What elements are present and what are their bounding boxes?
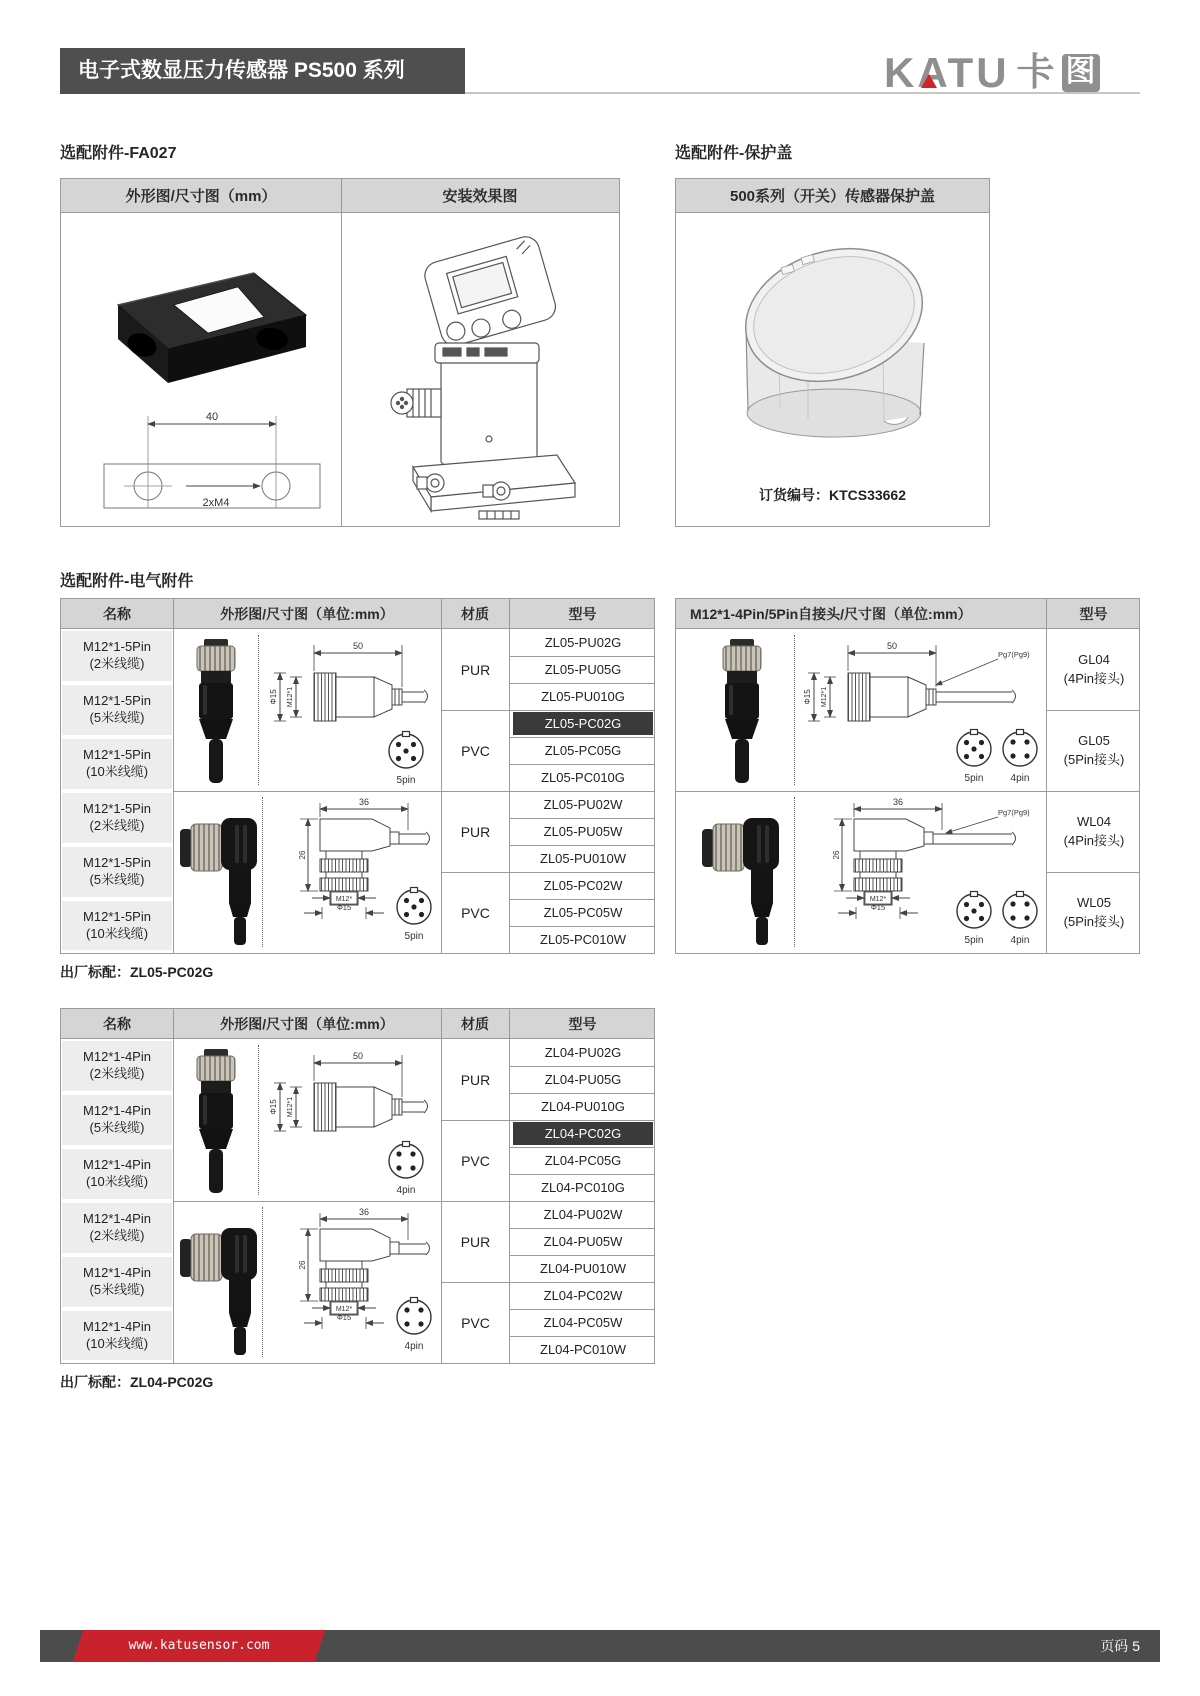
svg-text:Pg7(Pg9): Pg7(Pg9) [998, 808, 1030, 817]
svg-text:50: 50 [352, 1051, 364, 1061]
adapter-col-outline: M12*1-4Pin/5Pin自接头/尺寸图（单位:mm） [690, 605, 972, 622]
separator-dotted [262, 797, 263, 947]
name-cell: M12*1-4Pin (10米线缆) [62, 1147, 172, 1201]
connector-photo-straight [184, 635, 248, 785]
svg-text:Φ15: Φ15 [269, 689, 278, 705]
col-header-outline: 外形图/尺寸图（单位:mm） [220, 605, 394, 622]
svg-text:M12*1: M12*1 [287, 686, 294, 708]
separator-dotted [258, 635, 259, 785]
model-cell: ZL05-PC05W [543, 905, 623, 920]
svg-text:5pin: 5pin [404, 931, 424, 942]
material-cell: PVC [461, 742, 490, 759]
cover-order-code: 订货编号：KTCS33662 [758, 487, 907, 503]
svg-text:4pin: 4pin [1010, 935, 1030, 946]
separator-dotted [794, 797, 795, 947]
name-cell: M12*1-4Pin (10米线缆) [62, 1309, 172, 1362]
col-header-outline: 外形图/尺寸图（单位:mm） [220, 1015, 394, 1032]
section-title-cover: 选配附件-保护盖 [675, 145, 793, 162]
brand-latin: KATU [884, 49, 1010, 96]
material-cell: PUR [460, 1071, 491, 1088]
adapter-outline-angled [676, 791, 1046, 953]
separator-dotted [794, 635, 795, 785]
svg-text:Φ15: Φ15 [336, 903, 352, 912]
col-header-model: 型号 [568, 1015, 597, 1032]
brand-red-triangle-icon [921, 74, 937, 88]
footer-page-number: 页码 5 [1100, 1638, 1140, 1654]
svg-text:36: 36 [358, 1207, 370, 1217]
col-header-material: 材质 [461, 1015, 489, 1032]
fa027-col-install: 安装效果图 [442, 188, 518, 205]
model-cell: ZL04-PC010G [541, 1180, 625, 1195]
adapter-model-cell: WL04 (4Pin接头) [1063, 813, 1125, 848]
model-cell: ZL05-PC010G [541, 770, 625, 785]
outline-cell-angled [174, 1201, 441, 1363]
model-cell: ZL04-PU02W [543, 1207, 623, 1222]
table-adapters [675, 598, 1140, 954]
brand-logo [884, 50, 1154, 96]
page-title-bar [60, 48, 465, 94]
fa027-table [60, 178, 620, 527]
model-cell: ZL05-PU02G [544, 635, 622, 650]
connector-dim-angled [268, 795, 438, 949]
adapter-photo-angled [700, 797, 792, 947]
col-header-name: 名称 [103, 605, 131, 622]
outline-cell-angled [174, 791, 441, 953]
svg-text:Pg7(Pg9): Pg7(Pg9) [998, 650, 1030, 659]
svg-text:4pin: 4pin [396, 1185, 416, 1196]
name-cell: M12*1-4Pin (2米线缆) [62, 1201, 172, 1255]
bracket-photo [76, 233, 326, 403]
cover-table [675, 178, 990, 527]
model-cell: ZL05-PU02W [543, 797, 623, 812]
sensor-install-drawing [379, 221, 584, 521]
svg-text:50: 50 [886, 641, 898, 651]
model-cell: ZL04-PC02W [543, 1288, 623, 1303]
section-title-electrical: 选配附件-电气附件 [60, 573, 194, 590]
model-cell: ZL04-PC05G [544, 1153, 622, 1168]
protective-cover-drawing [734, 223, 934, 463]
name-cell: M12*1-4Pin (5米线缆) [62, 1255, 172, 1309]
fa027-col-outline: 外形图/尺寸图（mm） [125, 188, 277, 205]
svg-text:36: 36 [358, 797, 370, 807]
adapter-dim-straight [802, 633, 1040, 787]
model-cell: ZL04-PC05W [543, 1315, 623, 1330]
connector-photo-angled [178, 797, 270, 947]
model-cell-highlighted: ZL04-PC02G [513, 1122, 653, 1145]
svg-text:50: 50 [352, 641, 364, 651]
brand-cn-tu: 图 [1062, 54, 1100, 92]
svg-text:Φ15: Φ15 [269, 1099, 278, 1115]
brand-cn-ka: 卡 [1016, 52, 1055, 94]
adapter-model-cell: WL05 (5Pin接头) [1063, 894, 1125, 929]
material-cell: PVC [461, 904, 490, 921]
outline-cell-straight [174, 1039, 441, 1201]
name-cell: M12*1-5Pin (10米线缆) [62, 899, 172, 952]
name-cell: M12*1-5Pin (5米线缆) [62, 845, 172, 899]
separator-dotted [262, 1207, 263, 1357]
cover-table-header: 500系列（开关）传感器保护盖 [729, 188, 936, 205]
svg-text:4pin: 4pin [1010, 773, 1030, 784]
svg-text:M12*: M12* [335, 1306, 353, 1313]
connector-photo-angled [178, 1207, 270, 1357]
svg-text:Φ15: Φ15 [870, 903, 886, 912]
material-cell: PVC [461, 1314, 490, 1331]
svg-text:Φ15: Φ15 [803, 689, 812, 705]
svg-text:26: 26 [832, 850, 841, 860]
dim-40: 40 [205, 411, 219, 423]
material-cell: PUR [460, 823, 491, 840]
dim-2xm4: 2xM4 [202, 497, 230, 509]
svg-text:M12*: M12* [869, 896, 887, 903]
connector-dim-straight [268, 633, 438, 787]
model-cell: ZL05-PC010W [540, 932, 626, 947]
name-cell: M12*1-5Pin (5米线缆) [62, 683, 172, 737]
standard-config-5pin: 出厂标配：ZL05-PC02G [60, 964, 214, 980]
model-cell-highlighted: ZL05-PC02G [513, 712, 653, 735]
svg-text:4pin: 4pin [404, 1341, 424, 1352]
svg-text:26: 26 [298, 1260, 307, 1270]
svg-text:36: 36 [892, 797, 904, 807]
bracket-dimension-drawing [76, 408, 326, 520]
connector-dim-straight [268, 1043, 438, 1197]
svg-text:5pin: 5pin [964, 773, 984, 784]
svg-text:M12*1: M12*1 [287, 1096, 294, 1118]
model-cell: ZL05-PC02W [543, 878, 623, 893]
model-cell: ZL04-PU05W [543, 1234, 623, 1249]
col-header-name: 名称 [103, 1015, 131, 1032]
model-cell: ZL04-PC010W [540, 1342, 626, 1357]
svg-text:5pin: 5pin [396, 775, 416, 786]
page-title: 电子式数显压力传感器 PS500 系列 [78, 59, 405, 82]
model-cell: ZL04-PU02G [544, 1045, 622, 1060]
name-cell: M12*1-4Pin (2米线缆) [62, 1039, 172, 1093]
footer-website[interactable]: www.katusensor.com [128, 1638, 270, 1653]
name-cell: M12*1-5Pin (10米线缆) [62, 737, 172, 791]
name-cell: M12*1-4Pin (5米线缆) [62, 1093, 172, 1147]
table-cables-5pin [60, 598, 655, 954]
adapter-dim-angled [802, 795, 1040, 949]
separator-dotted [258, 1045, 259, 1195]
model-cell: ZL04-PU010G [541, 1099, 625, 1114]
section-title-fa027: 选配附件-FA027 [60, 145, 177, 162]
material-cell: PVC [461, 1152, 490, 1169]
col-header-model: 型号 [568, 605, 597, 622]
adapter-outline-straight [676, 629, 1046, 791]
model-cell: ZL05-PU010W [540, 851, 626, 866]
model-cell: ZL04-PU010W [540, 1261, 626, 1276]
adapter-model-cell: GL04 (4Pin接头) [1063, 651, 1125, 686]
svg-text:M12*1: M12*1 [821, 686, 828, 708]
standard-config-4pin: 出厂标配：ZL04-PC02G [60, 1374, 214, 1390]
model-cell: ZL05-PC05G [544, 743, 622, 758]
table-cables-4pin [60, 1008, 655, 1364]
outline-cell-straight [174, 629, 441, 791]
material-cell: PUR [460, 1233, 491, 1250]
model-cell: ZL05-PU05G [544, 662, 622, 677]
svg-text:26: 26 [298, 850, 307, 860]
model-cell: ZL05-PU010G [541, 689, 625, 704]
svg-text:Φ15: Φ15 [336, 1313, 352, 1322]
adapter-col-model: 型号 [1079, 605, 1108, 622]
svg-text:5pin: 5pin [964, 935, 984, 946]
adapter-photo-straight [710, 635, 774, 785]
col-header-material: 材质 [461, 605, 489, 622]
model-cell: ZL04-PU05G [544, 1072, 622, 1087]
model-cell: ZL05-PU05W [543, 824, 623, 839]
name-cell: M12*1-5Pin (2米线缆) [62, 791, 172, 845]
adapter-model-cell: GL05 (5Pin接头) [1063, 732, 1125, 767]
connector-photo-straight [184, 1045, 248, 1195]
svg-text:M12*: M12* [335, 896, 353, 903]
name-cell: M12*1-5Pin (2米线缆) [62, 629, 172, 683]
footer-website-badge[interactable] [73, 1630, 325, 1662]
connector-dim-angled [268, 1205, 438, 1359]
material-cell: PUR [460, 661, 491, 678]
